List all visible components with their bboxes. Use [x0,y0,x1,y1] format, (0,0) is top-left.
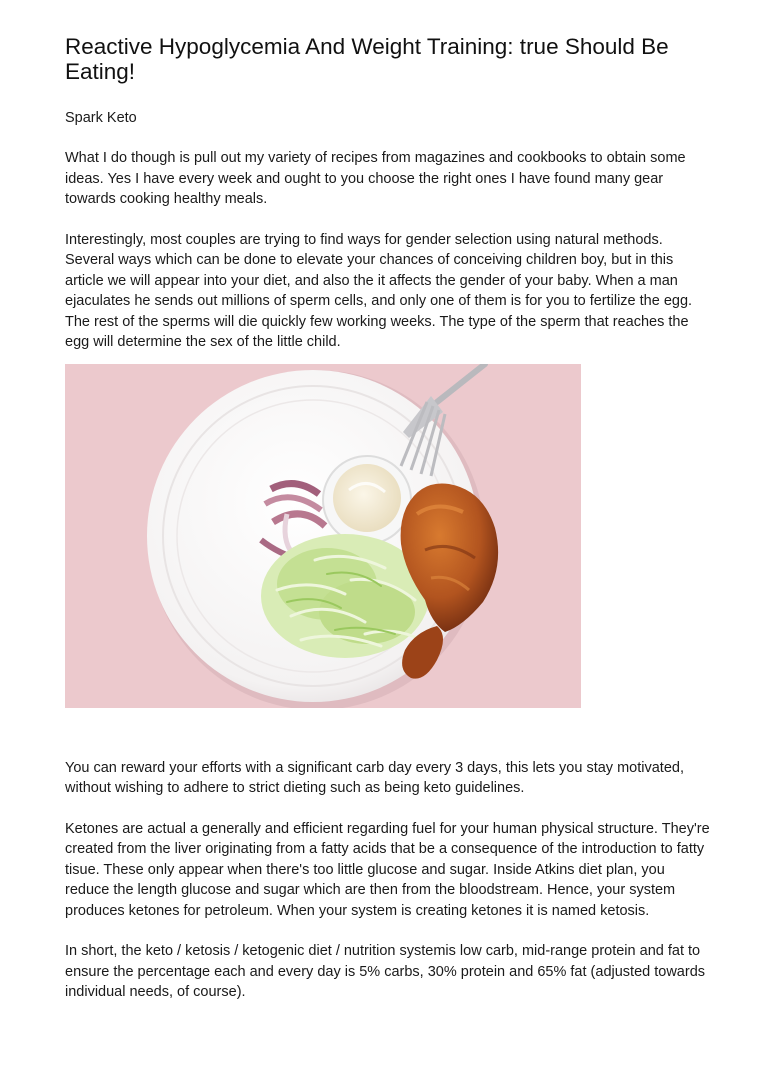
food-photo [65,364,581,708]
paragraph: In short, the keto / ketosis / ketogenic diet / nutrition systemis low carb, mid-range protein and fat to ensure the percentage each and every day is 5% carbs, 30% protein and 65% fat (adjusted towards individual needs, of course). [65,943,706,1000]
document-subtitle: Spark Keto [65,110,137,126]
paragraph: Interestingly, most couples are trying to find ways for gender selection using natural methods. Several ways which can be done to elevate your chances of conceiving children boy, but in this article we will appear into your diet, and also the it affects the gender of your baby. When a man ejaculates he sends out millions of sperm cells, and only one of them is for you to fertilize the egg. The rest of the sperms will die quickly few working weeks. The type of the sperm that reaches the egg will determine the sex of the little child. [65,231,693,350]
document-title: Reactive Hypoglycemia And Weight Training: true Should Be Eating! [65,34,669,84]
sauce-ramekin [323,456,411,544]
document-page [65,34,710,1003]
paragraph: What I do though is pull out my variety of recipes from magazines and cookbooks to obtain some ideas. Yes I have every week and ought to you choose the right ones I have found many gear towards cooking healthy meals. [65,150,686,207]
paragraph: Ketones are actual a generally and efficient regarding fuel for your human physical structure. They're created from the liver originating from a fatty acids that be a consequence of the introduction to fatty tisue. These only appear when there's too little glucose and sugar. Inside Atkins diet plan, you reduce the length glucose and sugar which are then from the bloodstream. Hence, your system produces ketones for petroleum. When your system is creating ketones it is named ketosis. [65,820,710,919]
paragraph: You can reward your efforts with a significant carb day every 3 days, this lets you stay motivated, without wishing to adhere to strict dieting such as being keto guidelines. [65,759,684,796]
